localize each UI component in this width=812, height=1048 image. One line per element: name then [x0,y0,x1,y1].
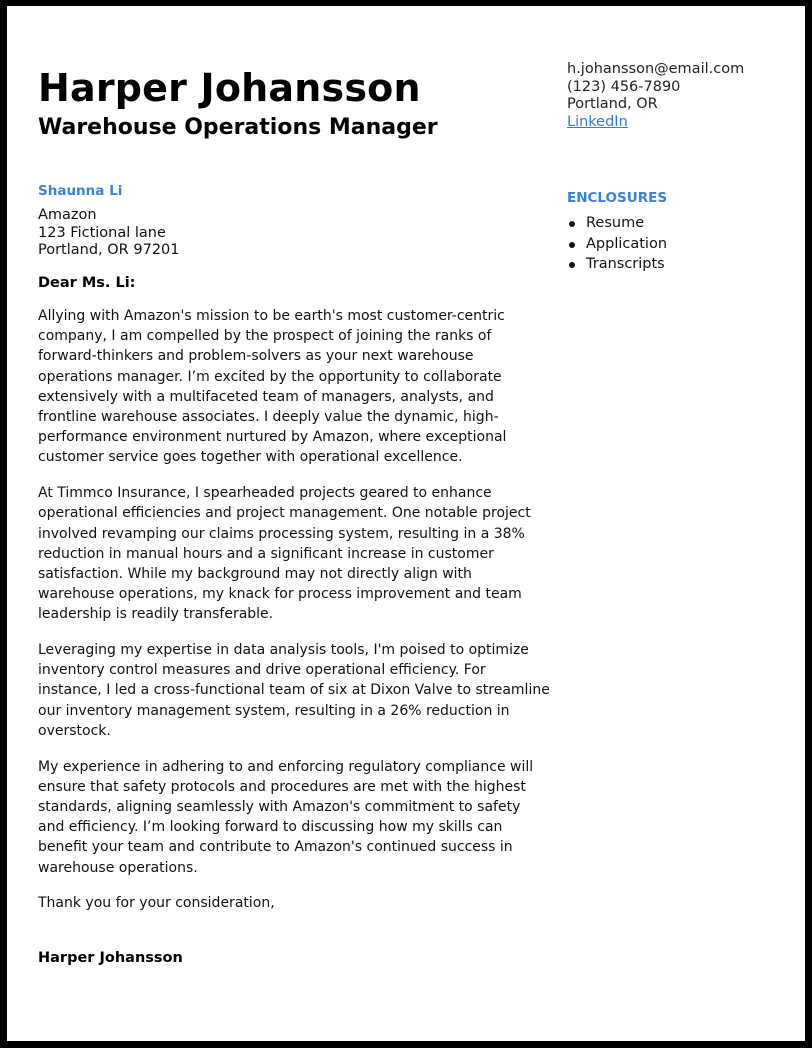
salutation: Dear Ms. Li: [38,275,136,291]
closing-line: Thank you for your consideration, [38,895,275,912]
body-paragraph: Leveraging my expertise in data analysis tools, I'm poised to optimize inventory control measures and drive operational efficiency. For instance, I led a cross-functional team of six at Dixon Valve to streamline our inventory management system, resulting in a 26% reduction in overstock. [38,642,550,739]
recipient-city: Portland, OR 97201 [38,242,180,258]
letter-body [38,306,550,929]
enclosure-item: Application [567,234,667,255]
signature: Harper Johansson [38,950,183,966]
applicant-name: Harper Johansson [38,66,421,110]
recipient-name: Shaunna Li [38,183,123,199]
cover-letter-page [7,6,805,1041]
contact-location: Portland, OR [567,96,658,112]
recipient-company: Amazon [38,207,97,223]
recipient-street: 123 Fictional lane [38,224,166,241]
body-paragraph: At Timmco Insurance, I spearheaded projects geared to enhance operational efficiencies and project management. One notable project involved revamping our claims processing system, resulting in a 38% reduction in manual hours and a significant increase in customer satisfaction. While my background may not directly align with warehouse operations, my knack for process improvement and team leadership is readily transferable. [38,485,531,623]
enclosure-item: Transcripts [567,254,667,275]
enclosure-item: Resume [567,213,667,234]
contact-block [567,61,744,131]
linkedin-link[interactable]: LinkedIn [567,113,628,130]
contact-email: h.johansson@email.com [567,61,745,77]
body-paragraph: Allying with Amazon's mission to be earth's most customer-centric company, I am compelled by the prospect of joining the ranks of forward-thinkers and problem-solvers as your next warehouse operations manager. I’m excited by the opportunity to collaborate extensively with a multifaceted team of managers, analysts, and frontline warehouse associates. I deeply value the dynamic, high-performance environment nurtured by Amazon, where exceptional customer service goes together with operational excellence. [38,308,507,466]
enclosures-heading: ENCLOSURES [567,190,668,206]
enclosures-list [567,213,667,275]
recipient-address [38,207,180,260]
job-title: Warehouse Operations Manager [38,115,438,140]
contact-phone: (123) 456-7890 [567,78,681,95]
body-paragraph: My experience in adhering to and enforcing regulatory compliance will ensure that safety protocols and procedures are met with the highest standards, aligning seamlessly with Amazon's commitment to safety and efficiency. I’m looking forward to discussing how my skills can benefit your team and contribute to Amazon's continued success in warehouse operations. [38,758,534,876]
